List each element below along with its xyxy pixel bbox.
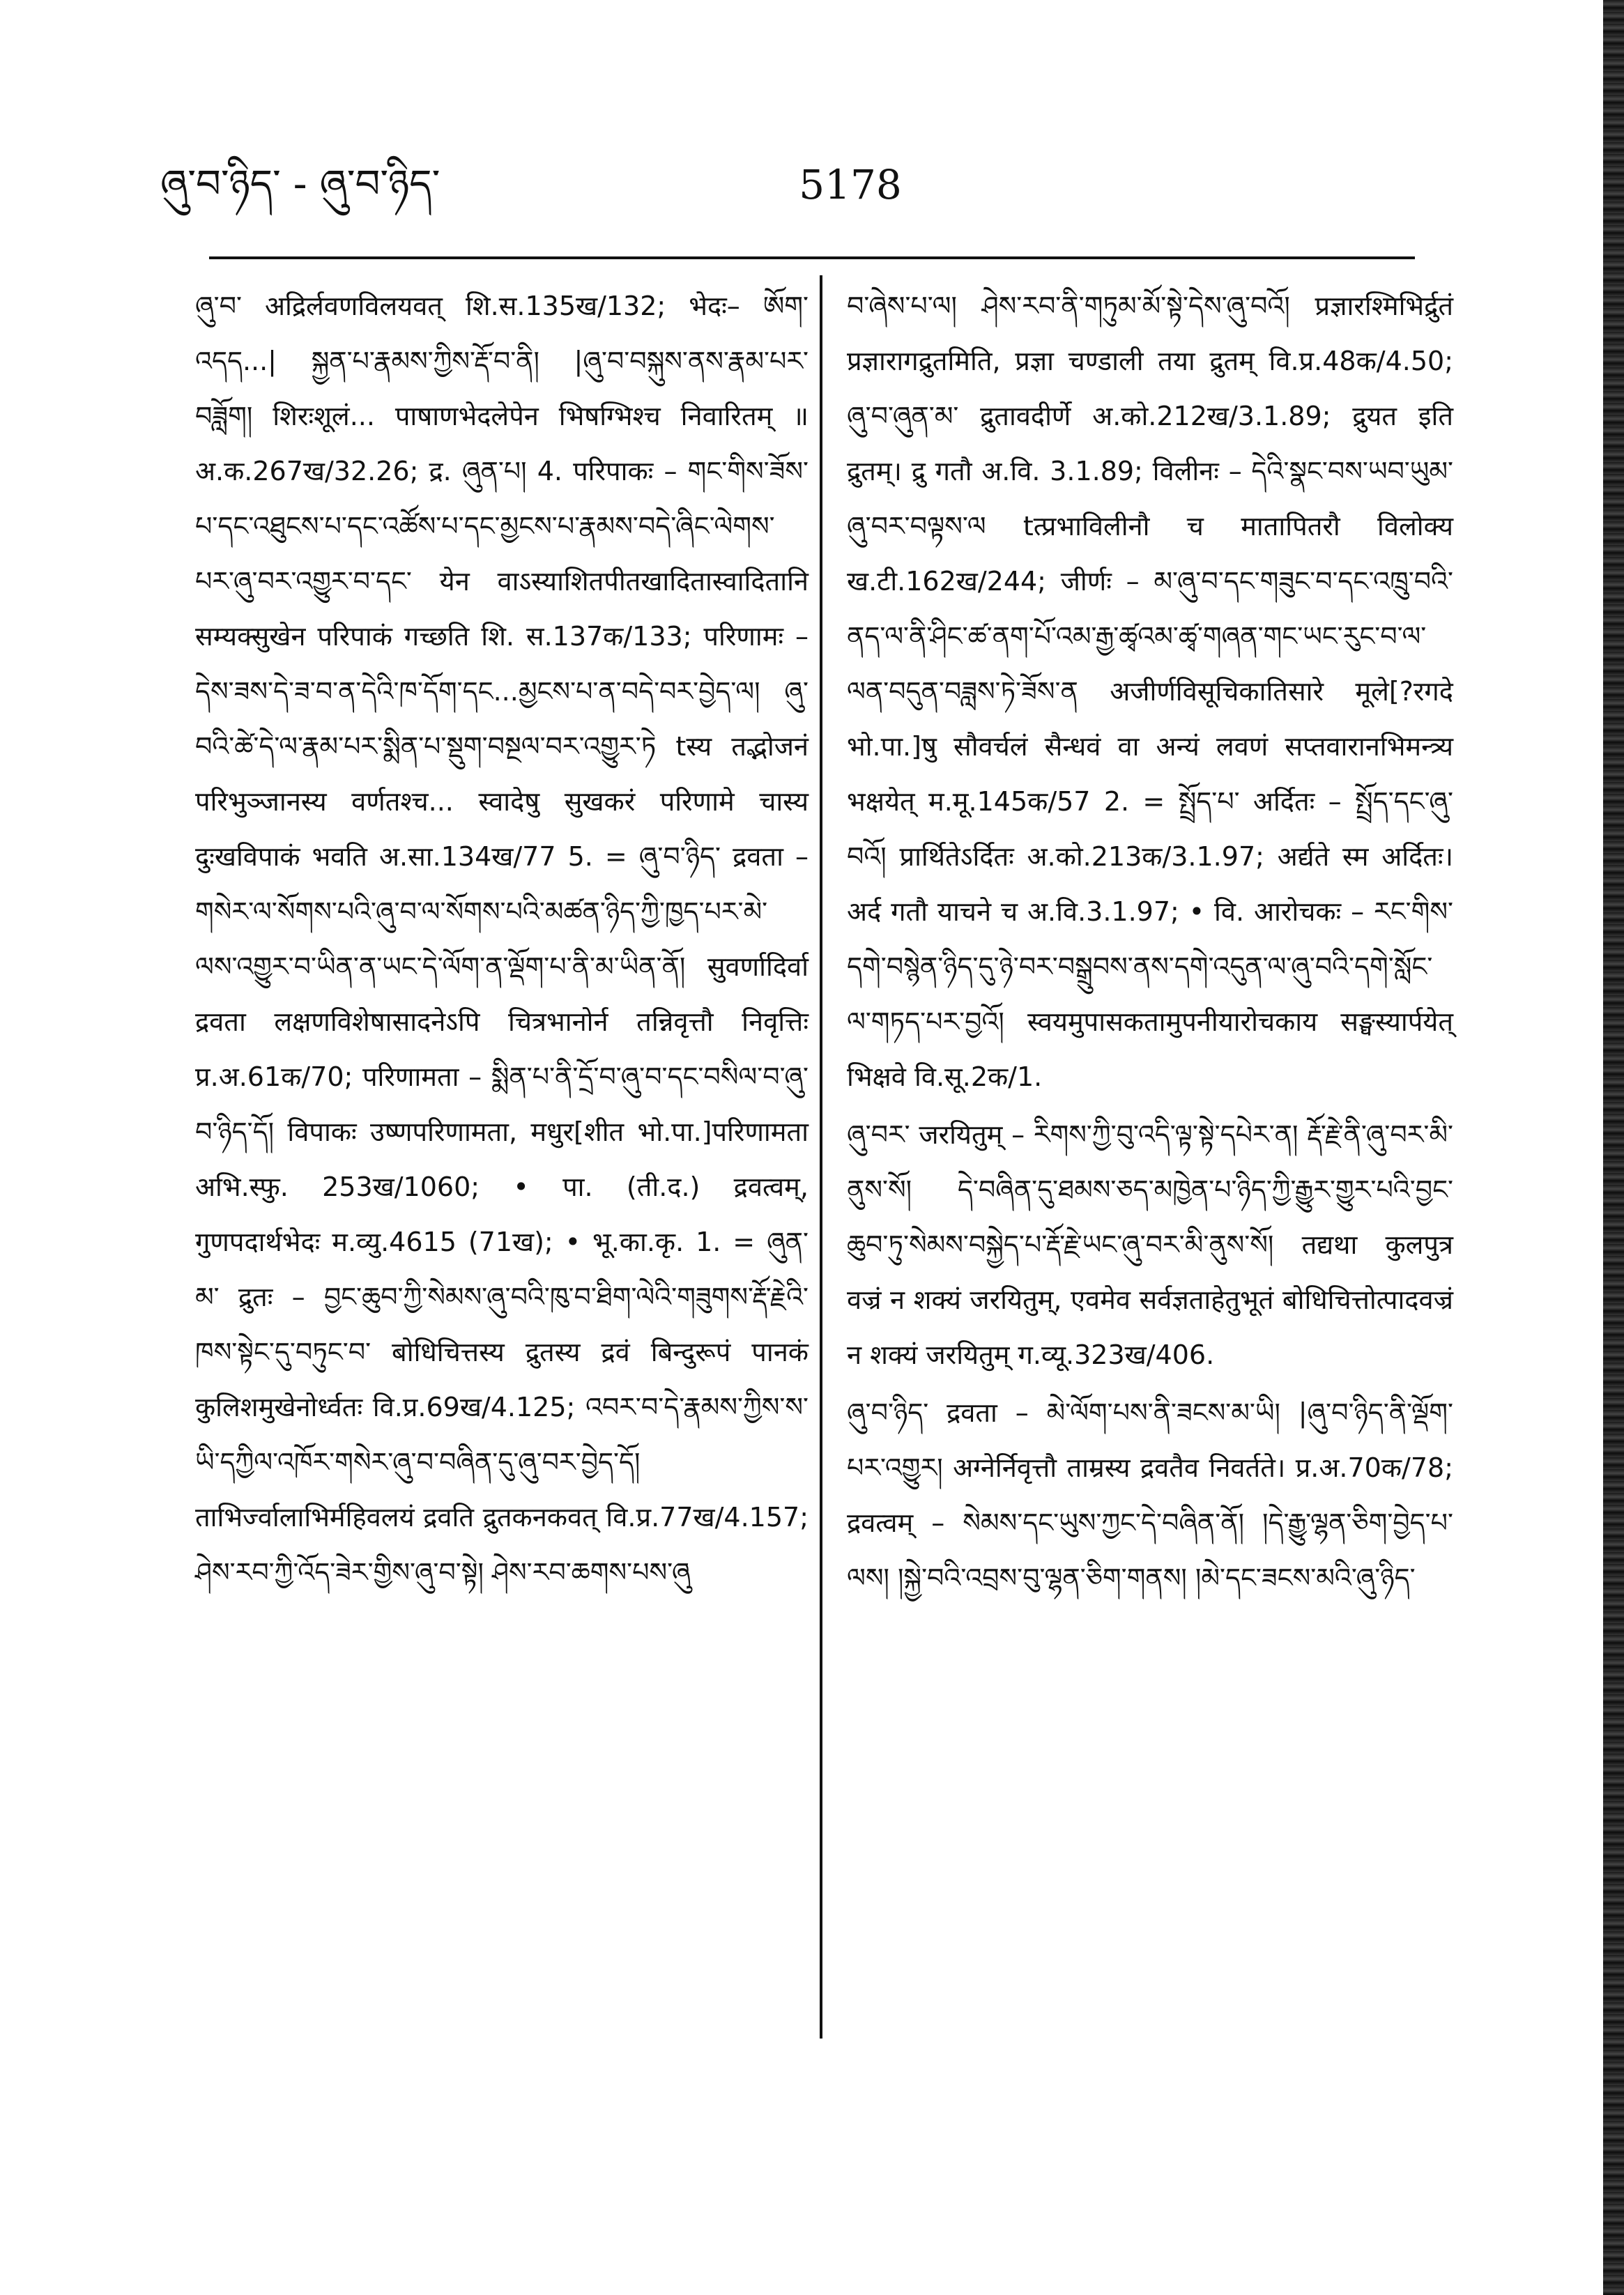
header-rule <box>209 256 1415 259</box>
dictionary-entry: ཞུ་བ་ अद्रिर्लवणविलयवत् शि.स.135ख/132; भेदः– ཨོག་འདད...| སྐྱན་པ་རྣམས་ཀྱིས་རྡོ་བ་ནི། |ཞུ་བ་བསྐུས་ནས་རྣམ་པར་བཟློག། शिरःशूलं... पाषाणभेदलेपेन भिषग्भिश्च निवारितम् ॥ अ.क.267ख/32.26; द्र. ཞུན་པ། 4. परिपाकः – གང་གིས་ཟོས་པ་དང་འཐུངས་པ་དང་འཚོས་པ་དང་མྱངས་པ་རྣམས་བདེ་ཞིང་ལེགས་པར་ཞུ་བར་འགྱུར་བ་དང་ येन वाऽस्याशितपीतखादितास्वादितानि सम्यक्सुखेन परिपाकं गच्छति शि. स.137क/133; परिणामः – དེས་ཟས་དེ་ཟ་བ་ན་དེའི་ཁ་དོག་དང...མྱངས་པ་ན་བདེ་བར་བྱེད་ལ། ཞུ་བའི་ཚེ་དེ་ལ་རྣམ་པར་སྨིན་པ་སྡུག་བསྔལ་བར་འགྱུར་ཏེ tस्य तद्भोजनं परिभुञ्जानस्य वर्णतश्च... स्वादेषु सुखकरं परिणामे चास्य दुःखविपाकं भवति अ.सा.134ख/77 5. = ཞུ་བ་ཉིད་ द्रवता – གསེར་ལ་སོགས་པའི་ཞུ་བ་ལ་སོགས་པའི་མཚན་ཉིད་ཀྱི་ཁྱད་པར་མེ་ལས་འགྱུར་བ་ཡིན་ན་ཡང་དེ་ལོག་ན་ལྡོག་པ་ནི་མ་ཡིན་ནོ། सुवर्णादिर्वा द्रवता लक्षणविशेषासादनेऽपि चित्रभानोर्न तन्निवृत्तौ निवृत्तिः प्र.अ.61क/70; परिणामता – སྨིན་པ་ནི་དྲོ་བ་ཞུ་བ་དང་བསིལ་བ་ཞུ་བ་ཉིད་དོ། विपाकः उष्णपरिणामता, मधुर[शीत भो.पा.]परिणामता अभि.स्फु. 253ख/1060; • पा. (ती.द.) द्रवत्वम्, गुणपदार्थभेदः म.व्यु.4615 (71ख); • भू.का.कृ. 1. = ཞུན་མ་ द्रुतः – བྱང་ཆུབ་ཀྱི་སེམས་ཞུ་བའི་ཁུ་བ་ཐིག་ལེའི་གཟུགས་རྡོ་རྗེའི་ཁས་སྟེང་དུ་བཏུང་བ་ बोधिचित्तस्य द्रुतस्य द्रवं बिन्दुरूपं पानकं कुलिशमुखेनोर्ध्वतः वि.प्र.69ख/4.125; འབར་བ་དེ་རྣམས་ཀྱིས་ས་ཡི་དཀྱིལ་འཁོར་གསེར་ཞུ་བ་བཞིན་དུ་ཞུ་བར་བྱེད་དོ། ताभिर्ज्वालाभिर्महिवलयं द्रवति द्रुतकनकवत् वि.प्र.77ख/4.157; ཤེས་རབ་ཀྱི་འོད་ཟེར་གྱིས་ཞུ་བ་སྟེ། ཤེས་རབ་ཆགས་པས་ཞུ <box>195 291 809 1588</box>
column-divider <box>820 275 822 2039</box>
left-column <box>195 279 809 1600</box>
page-header <box>160 157 1408 220</box>
page-number: 5178 <box>799 161 902 208</box>
right-column <box>847 279 1453 1606</box>
running-headword: ཞུ་བ་ཉིད་ - ཞུ་བ་ཉིད་ <box>160 162 441 207</box>
dictionary-entry: བ་ཞེས་པ་ལ། ཤེས་རབ་ནི་གཏུམ་མོ་སྟེ་དེས་ཞུ་བའོ། प्रज्ञारश्मिभिर्द्रुतं प्रज्ञारागद्रुतमिति, प्रज्ञा चण्डाली तया द्रुतम् वि.प्र.48क/4.50; ཞུ་བ་ཞུན་མ་ द्रुतावदीर्णे अ.को.212ख/3.1.89; द्रुयत इति द्रुतम्। द्रु गतौ अ.वि. 3.1.89; विलीनः – དེའི་སྣང་བས་ཡབ་ཡུམ་ཞུ་བར་བལྟས་ལ tत्प्रभाविलीनौ च मातापितरौ विलोक्य ख.टी.162ख/244; जीर्णः – མ་ཞུ་བ་དང་གཟུང་བ་དང་འཁྲུ་བའི་ནད་ལ་ནི་ཤིང་ཚ་ནག་པོ་འམ་རྒྱ་ཚྭའམ་ཚྭ་གཞན་གང་ཡང་རུང་བ་ལ་ལན་བདུན་བཟླས་ཏེ་ཟོས་ན अजीर्णविसूचिकातिसारे मूले[?रगदे भो.पा.]षु सौवर्चलं सैन्धवं वा अन्यं लवणं सप्तवारानभिमन्त्र्य भक्षयेत् म.मू.145क/57 2. = སྤྲོད་པ་ अर्दितः – སྤྲོད་དང་ཞུ་བའོ། प्रार्थितेऽर्दितः अ.को.213क/3.1.97; अर्द्यते स्म अर्दितः। अर्द गतौ याचने च अ.वि.3.1.97; • वि. आरोचकः – རང་གིས་དགེ་བསྙེན་ཉིད་དུ་ཉེ་བར་བསྒྲུབས་ནས་དགེ་འདུན་ལ་ཞུ་བའི་དགེ་སློང་ལ་གཏད་པར་བྱའོ། स्वयमुपासकतामुपनीयारोचकाय सङ्घस्यार्पयेत् भिक्षवे वि.सू.2क/1. <box>847 291 1453 1092</box>
dictionary-entry: ཞུ་བ་ཉིད་ द्रवता – མེ་ལོག་པས་ནི་ཟངས་མ་ཡི། |ཞུ་བ་ཉིད་ནི་ལྡོག་པར་འགྱུར། अग्नेर्निवृत्तौ ताम्रस्य द्रवतैव निवर्तते। प्र.अ.70क/78; द्रवत्वम् – སེམས་དང་ཡུས་ཀྱང་དེ་བཞིན་ནོ། །དེ་རྒྱུ་ལྷན་ཅིག་བྱེད་པ་ལས། །སྐྱེ་བའི་འབྲས་བུ་ལྷན་ཅིག་གནས། །མེ་དང་ཟངས་མའི་ཞུ་ཉིད་ <box>847 1397 1453 1593</box>
dictionary-entry: ཞུ་བར་ जरयितुम् – རིགས་ཀྱི་བུ་འདི་ལྟ་སྟེ་དཔེར་ན། རྡོ་རྗེ་ནི་ཞུ་བར་མི་ནུས་སོ། དེ་བཞིན་དུ་ཐམས་ཅད་མཁྱེན་པ་ཉིད་ཀྱི་རྒྱུར་གྱུར་པའི་བྱང་ཆུབ་ཏུ་སེམས་བསྐྱེད་པ་རྡོ་རྗེ་ཡང་ཞུ་བར་མི་ནུས་སོ། तद्यथा कुलपुत्र वज्रं न शक्यं जरयितुम्, एवमेव सर्वज्ञताहेतुभूतं बोधिचित्तोत्पादवज्रं न शक्यं जरयितुम् ग.व्यू.323ख/406. <box>847 1119 1453 1370</box>
scan-edge <box>1603 0 1624 2295</box>
